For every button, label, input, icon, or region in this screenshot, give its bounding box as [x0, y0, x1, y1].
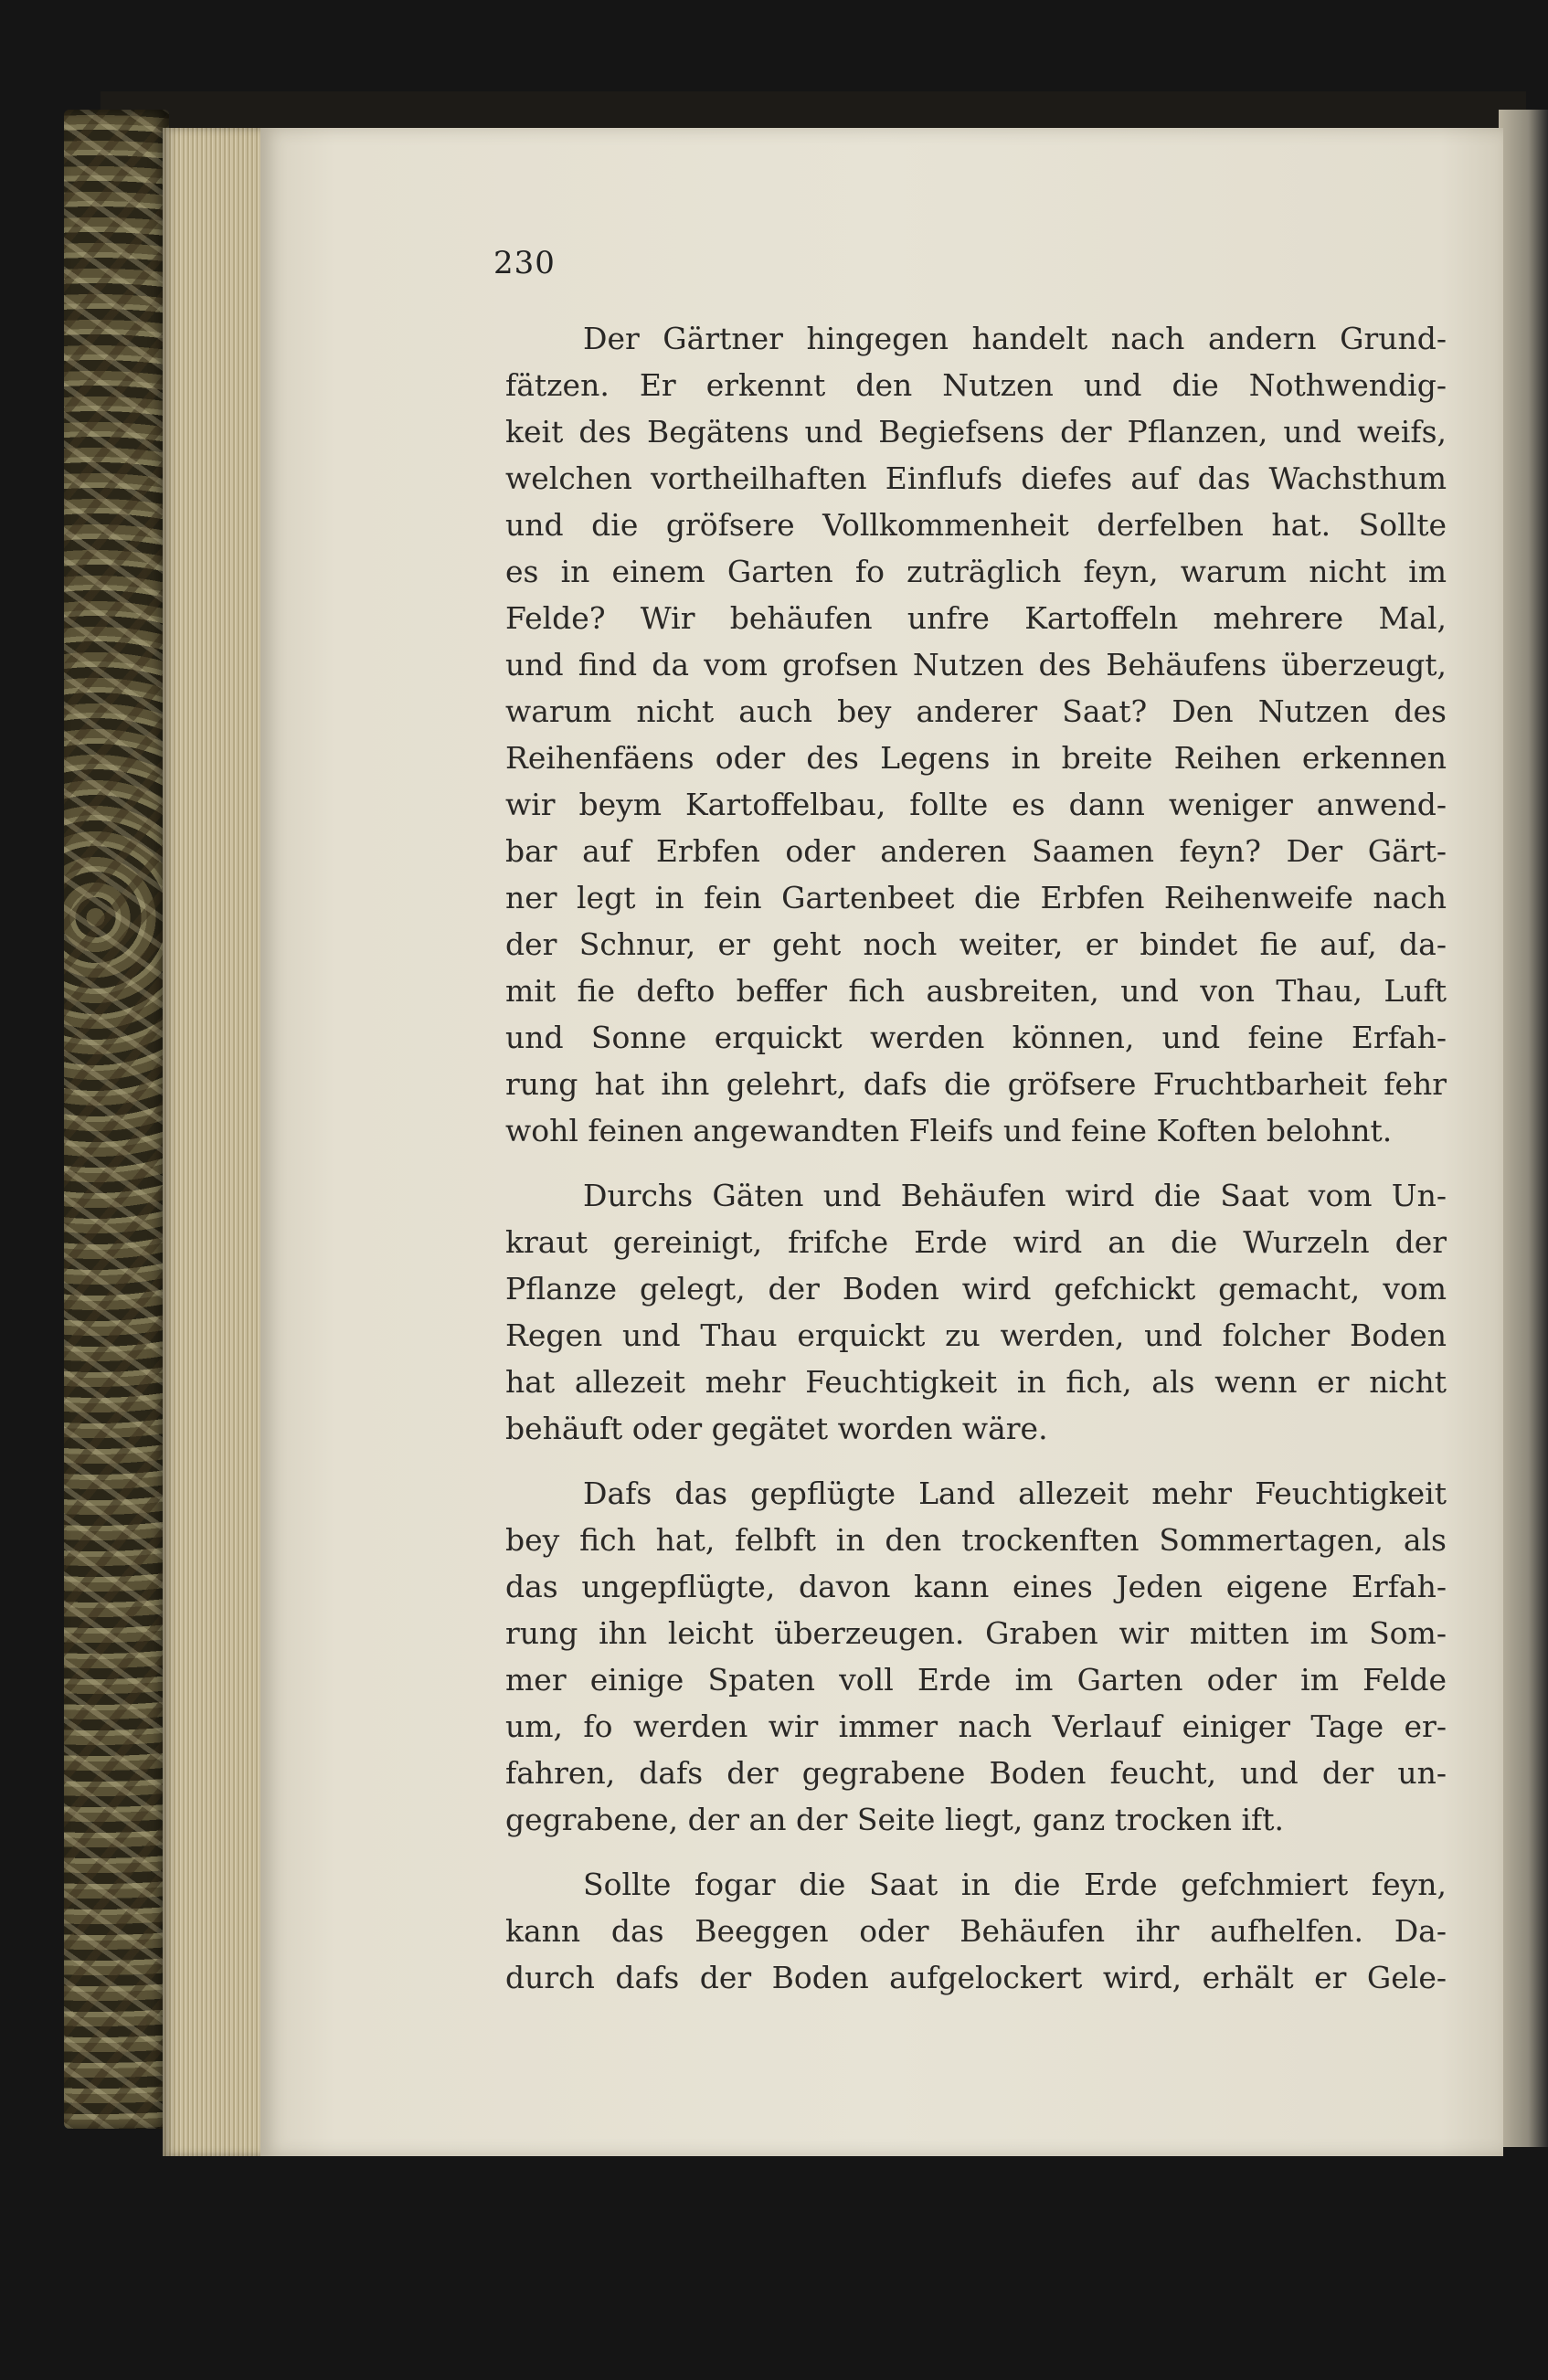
- text-line: mer einige Spaten voll Erde im Garten oder im Felde: [505, 1662, 1447, 1698]
- text-line: bar auf Erbfen oder anderen Saamen feyn? Der Gärt-: [505, 833, 1447, 869]
- text-line: Pflanze gelegt, der Boden wird gefchickt gemacht, vom: [505, 1271, 1447, 1306]
- text-line: Der Gärtner hingegen handelt nach andern Grund-: [583, 321, 1447, 356]
- text-line: wohl feinen angewandten Fleifs und feine Koften belohnt.: [505, 1113, 1393, 1148]
- text-line: gegrabene, der an der Seite liegt, ganz trocken ift.: [505, 1802, 1284, 1837]
- text-line: der Schnur, er geht noch weiter, er bindet fie auf, da-: [505, 926, 1447, 962]
- text-line: durch dafs der Boden aufgelockert wird, erhält er Gele-: [505, 1960, 1447, 1995]
- page-text: [505, 315, 1447, 2019]
- text-line: kraut gereinigt, frifche Erde wird an die Wurzeln der: [505, 1224, 1447, 1260]
- text-line: mit fie defto beffer fich ausbreiten, und von Thau, Luft: [505, 973, 1447, 1009]
- marbled-cover: [64, 110, 169, 2129]
- text-line: und die gröfsere Vollkommenheit derfelben hat. Sollte: [505, 507, 1447, 543]
- text-line: Sollte fogar die Saat in die Erde gefchmiert feyn,: [583, 1867, 1447, 1902]
- text-line: Felde? Wir behäufen unfre Kartoffeln mehrere Mal,: [505, 600, 1447, 636]
- page-edges: [163, 128, 263, 2156]
- text-line: fahren, dafs der gegrabene Boden feucht, und der un-: [505, 1755, 1447, 1791]
- text-line: hat allezeit mehr Feuchtigkeit in fich, als wenn er nicht: [505, 1364, 1447, 1400]
- text-line: rung hat ihn gelehrt, dafs die gröfsere Fruchtbarheit fehr: [505, 1066, 1447, 1102]
- text-line: keit des Begätens und Begiefsens der Pflanzen, und weifs,: [505, 414, 1447, 450]
- text-line: und find da vom grofsen Nutzen des Behäufens überzeugt,: [505, 647, 1447, 682]
- facing-page-edge: [1499, 110, 1548, 2147]
- paragraph-1: [505, 315, 1447, 1154]
- paragraph-3: [505, 1470, 1447, 1843]
- text-line: Regen und Thau erquickt zu werden, und folcher Boden: [505, 1317, 1447, 1353]
- text-line: Reihenfäens oder des Legens in breite Reihen erkennen: [505, 740, 1447, 776]
- text-line: und Sonne erquickt werden können, und feine Erfah-: [505, 1020, 1447, 1055]
- text-line: kann das Beeggen oder Behäufen ihr aufhelfen. Da-: [505, 1913, 1447, 1949]
- text-line: um, fo werden wir immer nach Verlauf einiger Tage er-: [505, 1708, 1447, 1744]
- text-line: rung ihn leicht überzeugen. Graben wir mitten im Som-: [505, 1615, 1447, 1651]
- text-line: ner legt in fein Gartenbeet die Erbfen Reihenweife nach: [505, 880, 1447, 915]
- text-line: welchen vortheilhaften Einflufs diefes auf das Wachsthum: [505, 460, 1447, 496]
- paragraph-2: [505, 1172, 1447, 1452]
- text-line: warum nicht auch bey anderer Saat? Den Nutzen des: [505, 693, 1447, 729]
- book-cover-edge: [101, 91, 1526, 128]
- text-line: Durchs Gäten und Behäufen wird die Saat vom Un-: [583, 1178, 1447, 1213]
- text-line: bey fich hat, felbft in den trockenften Sommertagen, als: [505, 1522, 1447, 1558]
- text-line: es in einem Garten fo zuträglich feyn, warum nicht im: [505, 554, 1447, 589]
- text-line: Dafs das gepflügte Land allezeit mehr Feuchtigkeit: [583, 1476, 1447, 1511]
- page-number: 230: [493, 245, 556, 281]
- text-line: fätzen. Er erkennt den Nutzen und die Nothwendig-: [505, 367, 1447, 403]
- paragraph-4: [505, 1861, 1447, 2001]
- text-line: behäuft oder gegätet worden wäre.: [505, 1411, 1048, 1446]
- text-line: wir beym Kartoffelbau, follte es dann weniger anwend-: [505, 787, 1447, 822]
- text-line: das ungepflügte, davon kann eines Jeden eigene Erfah-: [505, 1569, 1447, 1604]
